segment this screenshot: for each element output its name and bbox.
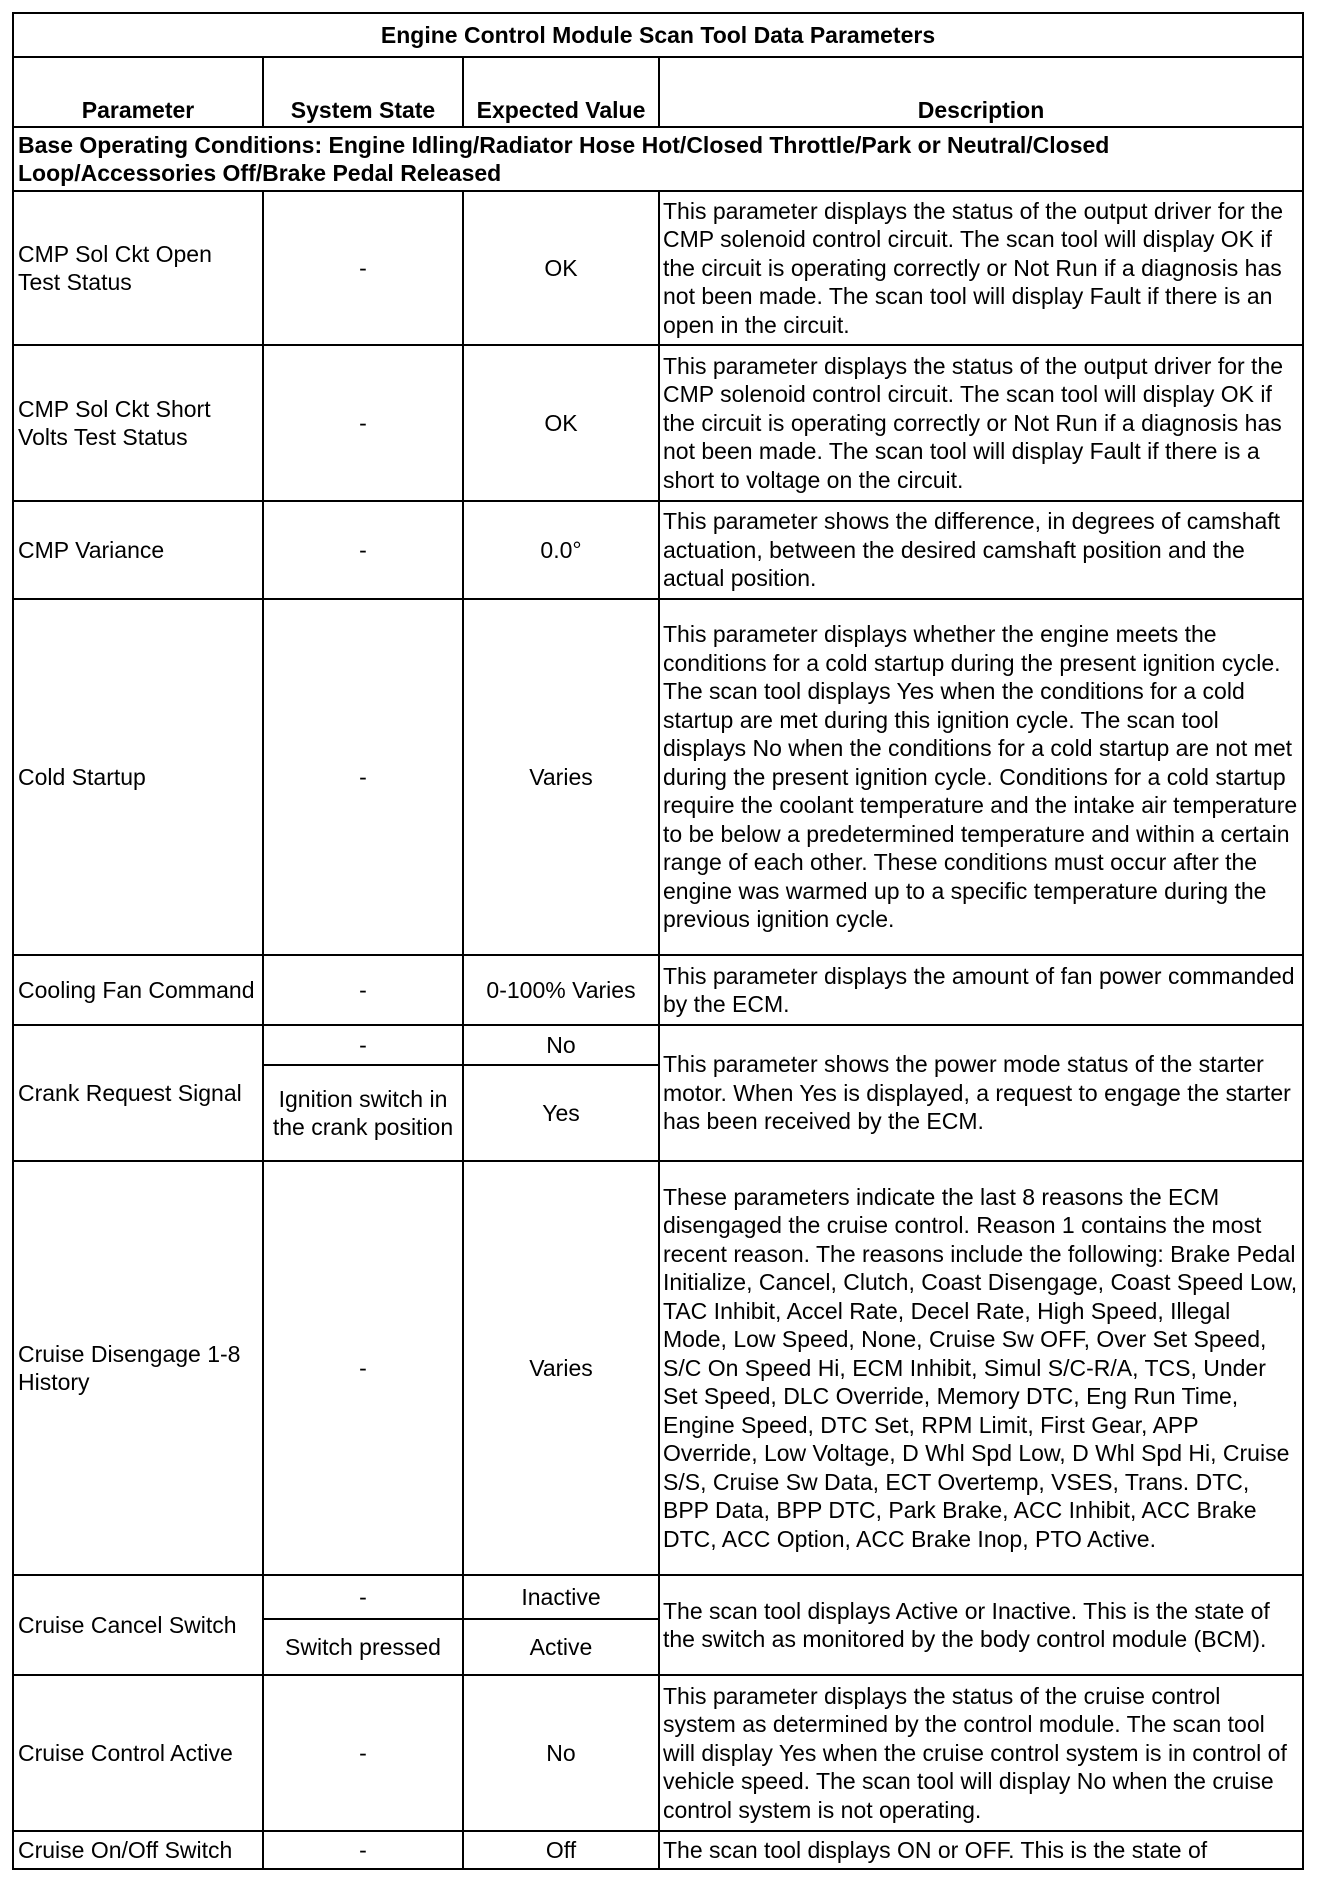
- description-cell: The scan tool displays ON or OFF. This is the state of: [659, 1831, 1303, 1869]
- system-state-cell: -: [263, 1675, 463, 1831]
- parameter-cell: Cruise On/Off Switch: [13, 1831, 263, 1869]
- header-system-state: System State: [263, 57, 463, 127]
- system-state-cell: Ignition switch in the crank position: [263, 1065, 463, 1161]
- description-cell: This parameter shows the difference, in degrees of camshaft actuation, between the desired camshaft position and the actual position.: [659, 501, 1303, 599]
- table-title: Engine Control Module Scan Tool Data Parameters: [13, 13, 1303, 57]
- table-row: [13, 1161, 1303, 1575]
- expected-value-cell: Varies: [463, 599, 659, 955]
- table-row: [13, 955, 1303, 1025]
- parameter-cell: CMP Sol Ckt Short Volts Test Status: [13, 345, 263, 501]
- description-cell: This parameter displays the amount of fan power commanded by the ECM.: [659, 955, 1303, 1025]
- system-state-cell: -: [263, 501, 463, 599]
- table-row: [13, 599, 1303, 955]
- expected-value-cell: 0.0°: [463, 501, 659, 599]
- table-row: [13, 1831, 1303, 1869]
- system-state-cell: -: [263, 599, 463, 955]
- system-state-cell: -: [263, 191, 463, 345]
- header-description: Description: [659, 57, 1303, 127]
- system-state-cell: Switch pressed: [263, 1619, 463, 1675]
- description-cell: The scan tool displays Active or Inactive. This is the state of the switch as monitored by the body control module (BCM).: [659, 1575, 1303, 1675]
- system-state-cell: -: [263, 1575, 463, 1619]
- parameter-cell: Cruise Control Active: [13, 1675, 263, 1831]
- table-row: [13, 345, 1303, 501]
- base-operating-conditions: Base Operating Conditions: Engine Idling/Radiator Hose Hot/Closed Throttle/Park or Neutral/Closed Loop/Accessories Off/Brake Pedal Released: [13, 127, 1303, 191]
- table-row: [13, 1675, 1303, 1831]
- expected-value-cell: 0-100% Varies: [463, 955, 659, 1025]
- header-parameter: Parameter: [13, 57, 263, 127]
- system-state-cell: -: [263, 1831, 463, 1869]
- table-row: [13, 501, 1303, 599]
- scan-tool-data-table: [12, 12, 1304, 1870]
- description-cell: This parameter displays the status of the cruise control system as determined by the control module. The scan tool will display Yes when the cruise control system is in control of vehicle speed. The scan tool will display No when the cruise control system is not operating.: [659, 1675, 1303, 1831]
- expected-value-cell: Off: [463, 1831, 659, 1869]
- parameter-cell: CMP Variance: [13, 501, 263, 599]
- table-row: [13, 1575, 1303, 1619]
- system-state-cell: -: [263, 955, 463, 1025]
- description-cell: This parameter displays the status of the output driver for the CMP solenoid control circuit. The scan tool will display OK if the circuit is operating correctly or Not Run if a diagnosis has not been made. The scan tool will display Fault if there is an open in the circuit.: [659, 191, 1303, 345]
- expected-value-cell: OK: [463, 345, 659, 501]
- description-cell: This parameter displays the status of the output driver for the CMP solenoid control circuit. The scan tool will display OK if the circuit is operating correctly or Not Run if a diagnosis has not been made. The scan tool will display Fault if there is a short to voltage on the circuit.: [659, 345, 1303, 501]
- expected-value-cell: OK: [463, 191, 659, 345]
- system-state-cell: -: [263, 345, 463, 501]
- description-cell: These parameters indicate the last 8 reasons the ECM disengaged the cruise control. Reason 1 contains the most recent reason. The reasons include the following: Brake Pedal Initialize, Cancel, Clutch, Coast Disengage, Coast Speed Low, TAC Inhibit, Accel Rate, Decel Rate, High Speed, Illegal Mode, Low Speed, None, Cruise Sw OFF, Over Set Speed, S/C On Speed Hi, ECM Inhibit, Simul S/C-R/A, TCS, Under Set Speed, DLC Override, Memory DTC, Eng Run Time, Engine Speed, DTC Set, RPM Limit, First Gear, APP Override, Low Voltage, D Whl Spd Low, D Whl Spd Hi, Cruise S/S, Cruise Sw Data, ECT Overtemp, VSES, Trans. DTC, BPP Data, BPP DTC, Park Brake, ACC Inhibit, ACC Brake DTC, ACC Option, ACC Brake Inop, PTO Active.: [659, 1161, 1303, 1575]
- expected-value-cell: Varies: [463, 1161, 659, 1575]
- header-expected-value: Expected Value: [463, 57, 659, 127]
- parameter-cell: Cruise Cancel Switch: [13, 1575, 263, 1675]
- expected-value-cell: Yes: [463, 1065, 659, 1161]
- table-row: [13, 191, 1303, 345]
- parameter-cell: Cooling Fan Command: [13, 955, 263, 1025]
- parameter-cell: Cold Startup: [13, 599, 263, 955]
- system-state-cell: -: [263, 1161, 463, 1575]
- system-state-cell: -: [263, 1025, 463, 1065]
- expected-value-cell: No: [463, 1025, 659, 1065]
- parameter-cell: CMP Sol Ckt Open Test Status: [13, 191, 263, 345]
- header-row: [13, 57, 1303, 127]
- expected-value-cell: Active: [463, 1619, 659, 1675]
- table-row: [13, 1025, 1303, 1065]
- description-cell: This parameter shows the power mode status of the starter motor. When Yes is displayed, a request to engage the starter has been received by the ECM.: [659, 1025, 1303, 1161]
- expected-value-cell: Inactive: [463, 1575, 659, 1619]
- parameter-cell: Cruise Disengage 1-8 History: [13, 1161, 263, 1575]
- parameter-cell: Crank Request Signal: [13, 1025, 263, 1161]
- description-cell: This parameter displays whether the engine meets the conditions for a cold startup during the present ignition cycle. The scan tool displays Yes when the conditions for a cold startup are met during this ignition cycle. The scan tool displays No when the conditions for a cold startup are not met during the present ignition cycle. Conditions for a cold startup require the coolant temperature and the intake air temperature to be below a predetermined temperature and within a certain range of each other. These conditions must occur after the engine was warmed up to a specific temperature during the previous ignition cycle.: [659, 599, 1303, 955]
- expected-value-cell: No: [463, 1675, 659, 1831]
